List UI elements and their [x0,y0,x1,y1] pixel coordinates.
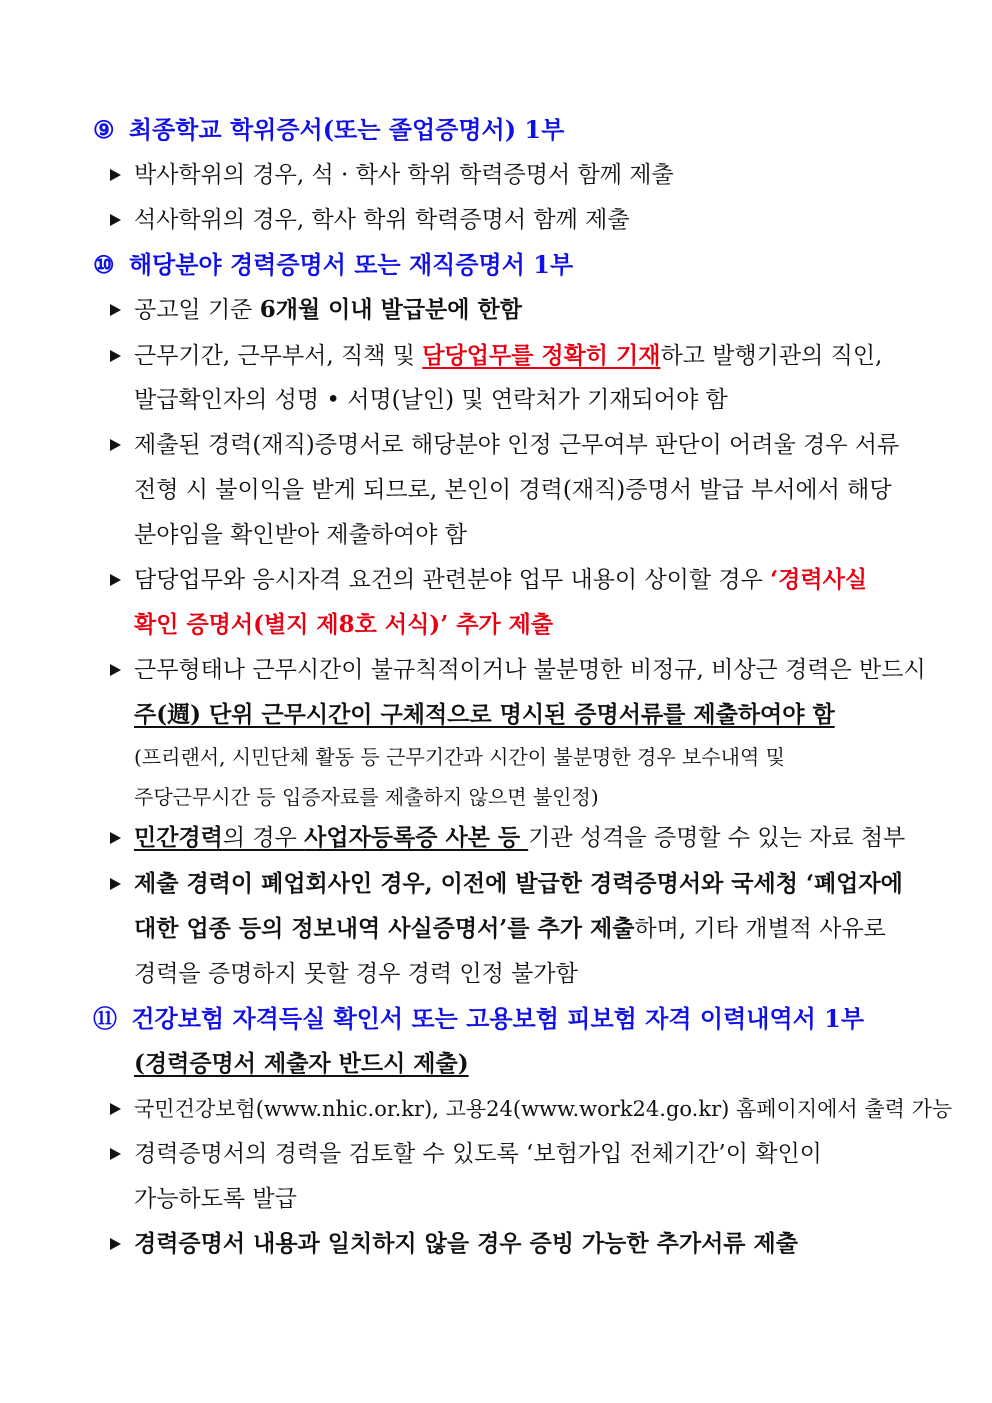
item-text: 담당업무와 응시자격 요건의 관련분야 업무 내용이 상이할 경우 [134,567,771,593]
list-item-note: 주당근무시간 등 입증자료를 제출하지 않으면 불인정) [134,785,599,809]
item-text: 의 경우 [222,825,305,851]
item-text-bold: 대한 업종 등의 정보내역 사실증명서’를 추가 제출 [134,915,635,942]
triangle-bullet-icon [110,169,121,181]
list-item: 국민건강보험(www.nhic.or.kr), 고용24(www.work24.go.kr) 홈페이지에서 출력 가능 [134,1097,953,1121]
triangle-bullet-icon [110,574,121,586]
list-item: 경력증명서 내용과 일치하지 않을 경우 증빙 가능한 추가서류 제출 [134,1230,798,1257]
list-item-note: (프리랜서, 시민단체 활동 등 근무기간과 시간이 불분명한 경우 보수내역 및 [134,745,785,769]
list-item: 석사학위의 경우, 학사 학위 학력증명서 함께 제출 [134,207,630,233]
section-number: ⑪ [93,1004,117,1033]
section-11-subtitle: (경력증명서 제출자 반드시 제출) [134,1050,469,1077]
triangle-bullet-icon [110,214,121,226]
item-text: 하며, 기타 개별적 사유로 [634,916,886,942]
list-item-continuation [134,914,886,944]
item-text: 근무기간, 근무부서, 직책 및 [134,343,423,369]
item-text-emphasis: 사업자등록증 사본 등 [304,824,529,851]
list-item [134,565,867,595]
section-title: 해당분야 경력증명서 또는 재직증명서 1부 [128,250,574,279]
section-11-heading [93,1004,864,1034]
item-text: 하고 발행기관의 직인, [660,343,883,369]
list-item-continuation: 전형 시 불이익을 받게 되므로, 본인이 경력(재직)증명서 발급 부서에서 해당 [134,477,892,503]
triangle-bullet-icon [110,832,121,844]
item-text-emphasis: 민간경력 [134,824,223,851]
list-item [134,295,522,325]
triangle-bullet-icon [110,304,121,316]
section-number: ⑩ [93,250,115,279]
section-9-heading [93,115,564,145]
list-item-continuation: 가능하도록 발급 [134,1186,297,1212]
list-item: 근무형태나 근무시간이 불규칙적이거나 불분명한 비정규, 비상근 경력은 반드시 [134,657,926,683]
list-item-continuation: 발급확인자의 성명 • 서명(날인) 및 연락처가 기재되어야 함 [134,387,728,413]
item-text-bold: 6개월 이내 발급분에 한함 [259,296,522,323]
item-text: 공고일 기준 [134,297,260,323]
item-text-emphasis: 담당업무를 정확히 기재 [422,342,661,369]
section-title: 건강보험 자격득실 확인서 또는 고용보험 피보험 자격 이력내역서 1부 [131,1004,865,1033]
triangle-bullet-icon [110,664,121,676]
triangle-bullet-icon [110,439,121,451]
list-item-continuation-emphasis: 주(週) 단위 근무시간이 구체적으로 명시된 증명서류를 제출하여야 함 [134,701,835,728]
item-text: 기관 성격을 증명할 수 있는 자료 첨부 [528,825,906,851]
triangle-bullet-icon [110,878,121,890]
list-item-continuation: 확인 증명서(별지 제8호 서식)’ 추가 제출 [134,611,554,638]
list-item-continuation: 경력을 증명하지 못할 경우 경력 인정 불가함 [134,961,578,987]
triangle-bullet-icon [110,1148,121,1160]
triangle-bullet-icon [110,350,121,362]
list-item [134,341,920,371]
list-item-continuation: 분야임을 확인받아 제출하여야 함 [134,522,467,548]
list-item: 제출 경력이 폐업회사인 경우, 이전에 발급한 경력증명서와 국세청 ‘폐업자에 [134,870,903,897]
item-text-emphasis: ‘경력사실 [770,566,868,593]
list-item: 박사학위의 경우, 석 · 학사 학위 학력증명서 함께 제출 [134,162,674,188]
list-item: 경력증명서의 경력을 검토할 수 있도록 ‘보험가입 전체기간’이 확인이 [134,1141,822,1167]
list-item: 제출된 경력(재직)증명서로 해당분야 인정 근무여부 판단이 어려울 경우 서류 [134,432,900,458]
triangle-bullet-icon [110,1103,121,1115]
section-number: ⑨ [93,115,115,144]
triangle-bullet-icon [110,1238,121,1250]
list-item [134,823,905,853]
section-title: 최종학교 학위증서(또는 졸업증명서) 1부 [128,115,565,144]
section-10-heading [93,250,573,280]
